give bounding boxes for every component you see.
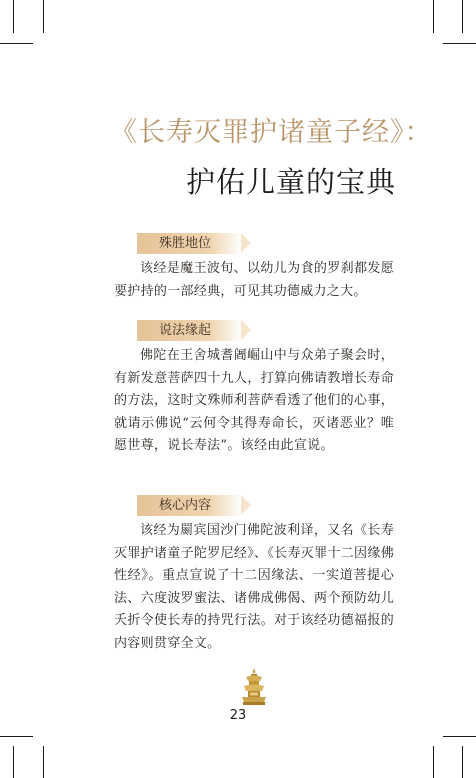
crop-mark	[13, 0, 14, 33]
section-tag: 殊胜地位	[137, 233, 241, 254]
crop-mark	[0, 43, 33, 44]
section-tag: 说法缘起	[137, 320, 241, 341]
section-paragraph: 佛陀在王舍城耆阇崛山中与众弟子聚会时，有新发意菩萨四十九人，打算向佛请教增长寿命的方法，这时文殊师利菩萨看透了他们的心事，就请示佛说“云何令其得寿命长，灭诸恶业？唯愿世尊，说长寿法”。该经由此宣说。	[114, 348, 394, 453]
crop-mark	[443, 736, 476, 737]
section-origin	[114, 319, 394, 458]
crop-mark	[462, 746, 463, 778]
page-number: 23	[229, 708, 247, 723]
section-paragraph: 该经为罽宾国沙门佛陀波利译，又名《长寿灭罪护诸童子陀罗尼经》、《长寿灭罪十二因缘佛性经》。重点宣说了十二因缘法、一实道菩提心法、六度波罗蜜法、诸佛成佛偈、两个预防幼儿夭折令使长寿的持咒行法。对于该经功德福报的内容则贯穿全文。	[114, 523, 394, 651]
crop-mark	[0, 736, 33, 737]
section-tag: 核心内容	[137, 495, 241, 516]
section-status	[114, 232, 394, 303]
title-line-2: 护佑儿童的宝典	[186, 165, 397, 199]
crop-mark	[443, 43, 476, 44]
golden-pagoda-icon	[240, 668, 268, 710]
title-line-1: 《长寿灭罪护诸童子经》：	[110, 117, 433, 148]
crop-mark	[43, 0, 44, 33]
crop-mark	[462, 0, 463, 33]
section-paragraph: 该经是魔王波旬、以幼儿为食的罗刹都发愿要护持的一部经典，可见其功德威力之大。	[114, 261, 394, 299]
crop-mark	[43, 746, 44, 778]
crop-mark	[13, 746, 14, 778]
crop-mark	[433, 0, 434, 33]
section-core-content	[114, 494, 394, 655]
crop-mark	[433, 746, 434, 778]
